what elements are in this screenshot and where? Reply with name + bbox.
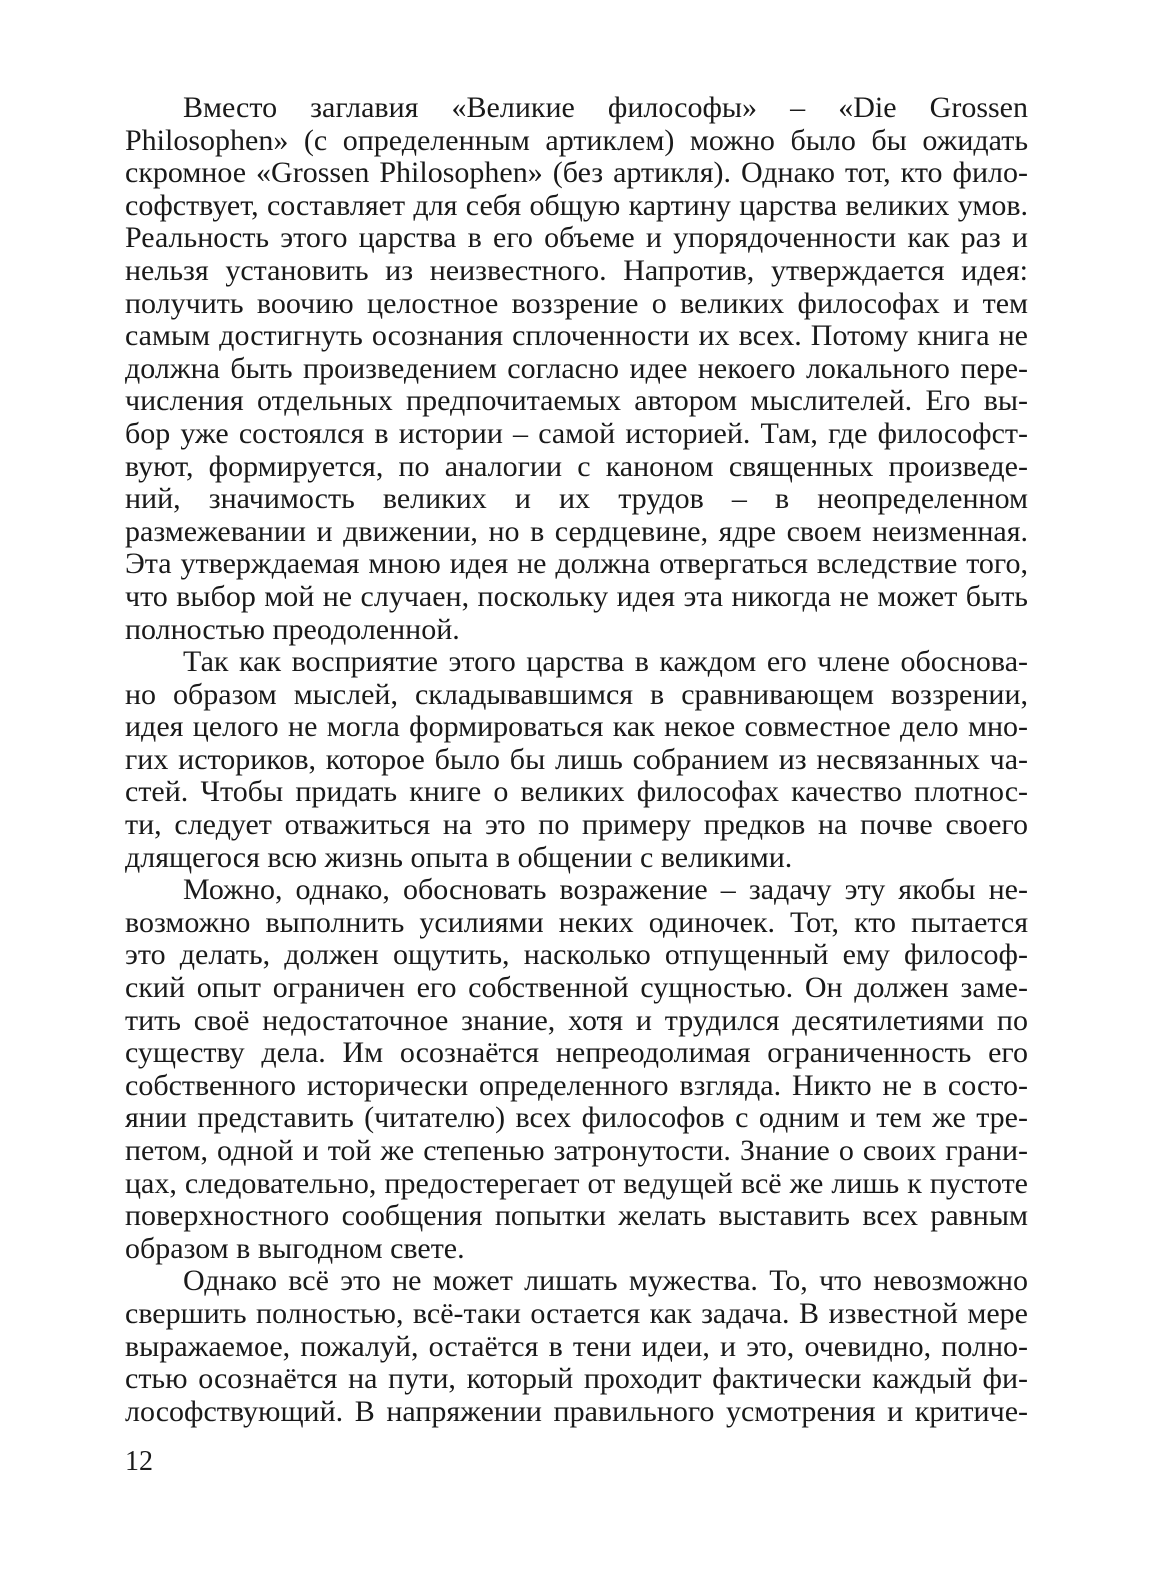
text-line: гих историков, которое было бы лишь собранием из несвязанных ча-: [125, 742, 1028, 776]
text-line: нельзя установить из неизвестного. Напротив, утверждается идея:: [125, 253, 1028, 287]
text-line: собственного исторически определенного взгляда. Никто не в состо-: [125, 1068, 1028, 1102]
text-line: лософствующий. В напряжении правильного усмотрения и критиче-: [125, 1394, 1028, 1428]
text-line: Так как восприятие этого царства в каждом его члене обоснова-: [183, 645, 1028, 679]
text-line: это делать, должен ощутить, насколько отпущенный ему философ-: [125, 938, 1028, 972]
text-line: свершить полностью, всё-таки остается как задача. В известной мере: [125, 1296, 1028, 1330]
page-body: [125, 92, 1028, 1428]
paragraph-2: [125, 646, 1028, 874]
text-line: стей. Чтобы придать книге о великих философах качество плотнос-: [125, 775, 1028, 809]
paragraph-4: [125, 1265, 1028, 1428]
text-line: числения отдельных предпочитаемых автором мыслителей. Его вы-: [125, 384, 1028, 418]
text-line: что выбор мой не случаен, поскольку идея эта никогда не может быть: [125, 579, 1028, 613]
text-line: скромное «Grossen Philosophen» (без артикля). Однако тот, кто фило-: [125, 156, 1028, 190]
text-line: идея целого не могла формироваться как некое совместное дело мно-: [125, 710, 1028, 744]
paragraph-1: [125, 92, 1028, 646]
text-line: должна быть произведением согласно идее некоего локального пере-: [125, 351, 1028, 385]
text-line: Можно, однако, обосновать возражение – задачу эту якобы не-: [183, 873, 1028, 907]
text-line: образом в выгодном свете.: [125, 1231, 465, 1265]
text-line: стью осознаётся на пути, который проходит фактически каждый фи-: [125, 1362, 1028, 1396]
text-line: размежевании и движении, но в сердцевине, ядре своем неизменная.: [125, 514, 1028, 548]
text-line: цах, следовательно, предостерегает от ведущей всё же лишь к пустоте: [125, 1166, 1028, 1200]
text-line: тить своё недостаточное знание, хотя и трудился десятилетиями по: [125, 1003, 1028, 1037]
text-line: ний, значимость великих и их трудов – в неопределенном: [125, 482, 1028, 516]
text-line: бор уже состоялся в истории – самой историей. Там, где философст-: [125, 416, 1028, 450]
text-line: Вместо заглавия «Великие философы» – «Die Grossen: [183, 91, 1028, 124]
text-line: но образом мыслей, складывавшимся в сравнивающем воззрении,: [125, 677, 1028, 711]
text-line: полностью преодоленной.: [125, 612, 460, 646]
text-line: существу дела. Им осознаётся непреодолимая ограниченность его: [125, 1036, 1028, 1070]
text-line: выражаемое, пожалуй, остаётся в тени идеи, и это, очевидно, полно-: [125, 1329, 1028, 1363]
text-line: поверхностного сообщения попытки желать выставить всех равным: [125, 1199, 1028, 1233]
text-line: Реальность этого царства в его объеме и упорядоченности как раз и: [125, 221, 1028, 255]
text-line: янии представить (читателю) всех философов с одним и тем же тре-: [125, 1101, 1028, 1135]
text-line: получить воочию целостное воззрение о великих философах и тем: [125, 286, 1028, 320]
text-line: ский опыт ограничен его собственной сущностью. Он должен заме-: [125, 971, 1028, 1005]
text-line: Philosophen» (с определенным артиклем) можно было бы ожидать: [125, 123, 1028, 157]
paragraph-3: [125, 874, 1028, 1265]
text-line: вуют, формируется, по аналогии с каноном священных произведе-: [125, 449, 1028, 483]
text-line: самым достигнуть осознания сплоченности их всех. Потому книга не: [125, 319, 1028, 353]
text-line: Эта утверждаемая мною идея не должна отвергаться вследствие того,: [125, 547, 1028, 581]
text-line: софствует, составляет для себя общую картину царства великих умов.: [125, 188, 1028, 222]
text-line: длящегося всю жизнь опыта в общении с великими.: [125, 840, 793, 874]
text-line: ти, следует отважиться на это по примеру предков на почве своего: [125, 808, 1028, 842]
text-line: Однако всё это не может лишать мужества. То, что невозможно: [183, 1264, 1028, 1298]
text-line: петом, одной и той же степенью затронутости. Знание о своих грани-: [125, 1134, 1028, 1167]
page-number: 12: [125, 1446, 153, 1477]
text-line: возможно выполнить усилиями неких одиночек. Тот, кто пытается: [125, 905, 1028, 939]
